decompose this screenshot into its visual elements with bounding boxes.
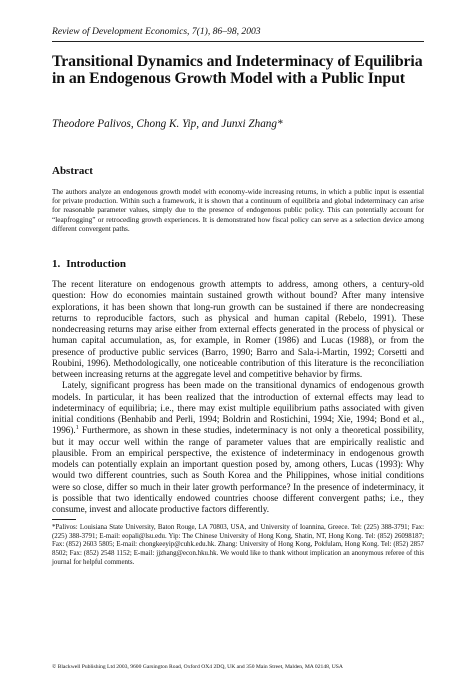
intro-paragraph-2-part-a: Lately, significant progress has been made on the transitional dynamics of endogenous growth models. In particular, it has been realized that the introduction of external effects may lead to indeterminacy of equilibria; i.e., there may exist multiple equilibrium paths associated with given initial conditions (Benhabib and Perli, 1994; Boldrin and Rostichini, 1994; Xie, 1994; Bond et al., 1996). <box>52 380 424 436</box>
footnote-rule <box>52 519 76 520</box>
section-number: 1. <box>52 258 61 271</box>
section-heading-introduction <box>52 258 424 271</box>
copyright-line: © Blackwell Publishing Ltd 2003, 9600 Garsington Road, Oxford OX4 2DQ, UK and 350 Main Street, Malden, MA 02148, USA <box>52 664 343 670</box>
header-rule <box>52 41 424 42</box>
intro-paragraph-1: The recent literature on endogenous growth attempts to address, among others, a century-old question: How do economies maintain sustained growth without bound? After many intensive explorations, it has been shown that long-run growth can be sustained if there are nondecreasing returns to reproducible factors, such as physical and human capital (Rebelo, 1991). These nondecreasing returns may arise either from external effects generated in the process of physical or human capital accumulation, as, for example, in Romer (1986) and Lucas (1988), or from the presence of productive public services (Barro, 1990; Barro and Sala-i-Martin, 1992; Corsetti and Roubini, 1996). Methodologically, one noticeable contribution of this literature is the reconciliation between increasing returns at the aggregate level and competitive behavior by firms. <box>52 279 424 380</box>
paper-title: Transitional Dynamics and Indeterminacy of Equilibria in an Endogenous Growth Model with a Public Input <box>52 53 423 87</box>
intro-paragraph-2-part-b: Furthermore, as shown in these studies, indeterminacy is not only a theoretical possibility, but it may occur well within the range of parameter values that are empirically realistic and plausible. From an empirical perspective, the existence of indeterminacy in endogenous growth models can potentially explain an important question posed by, among others, Lucas (1993): Why would two different countries, such as South Korea and the Philippines, whose initial conditions were so close, differ so much in their later growth performance? In the presence of indeterminacy, it is possible that two identically endowed countries choose different convergent paths; i.e., they consume, invest and allocate productive factors differently. <box>52 425 424 515</box>
abstract-heading: Abstract <box>52 165 93 177</box>
paper-authors: Theodore Palivos, Chong K. Yip, and Junxi Zhang* <box>52 118 283 130</box>
paper-page <box>52 26 424 567</box>
section-title: Introduction <box>66 258 126 271</box>
journal-citation: Review of Development Economics, 7(1), 86–98, 2003 <box>52 26 261 37</box>
footnote-marker[interactable]: 1 <box>75 425 79 432</box>
abstract-text: The authors analyze an endogenous growth model with economy-wide increasing returns, in which a public input is essential for private production. Within such a framework, it is shown that a continuum of equilibria and global indeterminacy can arise for reasonable parameter values, simply due to the presence of endogenous public policy. This can potentially account for “leapfrogging” or retroceding growth experiences. It is demonstrated how fiscal policy can serve as a selection device among different convergent paths. <box>52 188 424 233</box>
intro-paragraph-2 <box>52 380 424 515</box>
author-footnote: *Palivos: Louisiana State University, Baton Rouge, LA 70803, USA, and University of Ioannina, Greece. Tel: (225) 388-3791; Fax: (225) 388-3791; E-mail: eopali@lsu.edu. Yip: The Chinese University of Hong Kong, Shatin, NT, Hong Kong. Tel: (852) 26098187; Fax: (852) 2603 5805; E-mail: chongkeeyip@cuhk.edu.hk. Zhang: University of Hong Kong, Pokfulam, Hong Kong. Tel: (852) 2857 8502; Fax: (852) 2548 1152; E-mail: jjzhang@econ.hku.hk. We would like to thank without implication an anonymous referee of this journal for helpful comments. <box>52 524 424 566</box>
